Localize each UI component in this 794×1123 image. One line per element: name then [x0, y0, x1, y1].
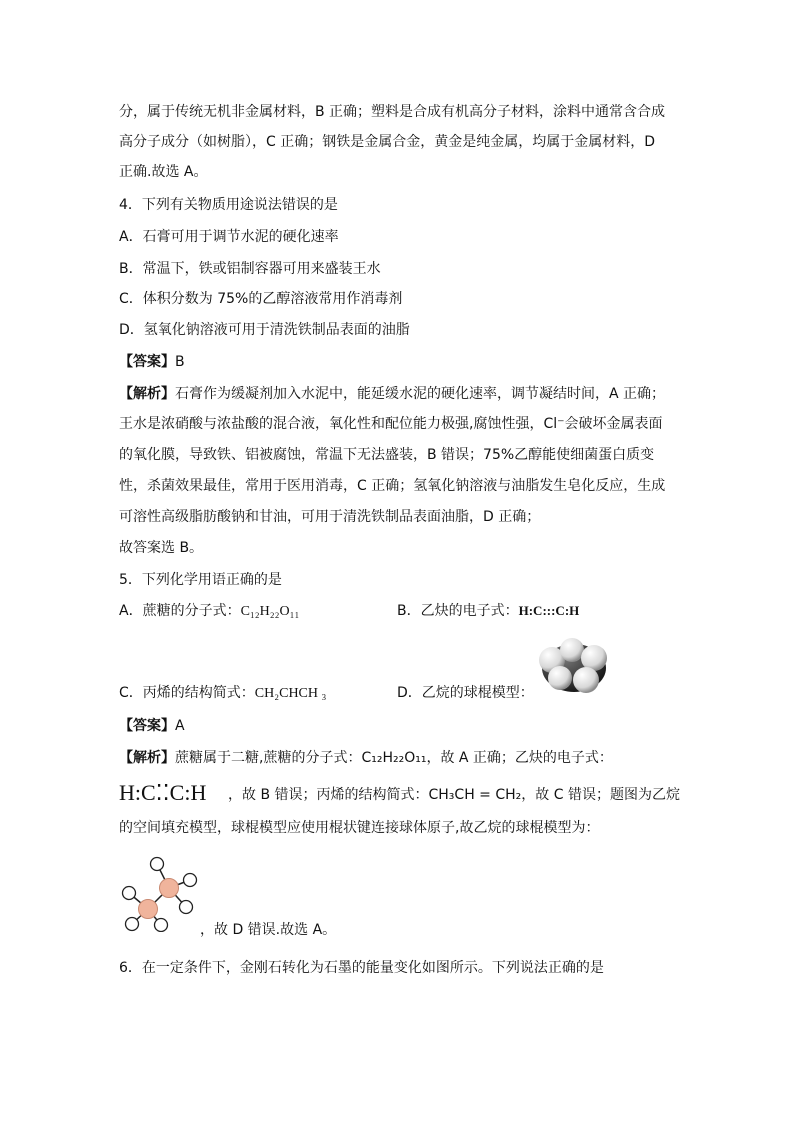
- q5-analysis-line-3: 的空间填充模型，球棍模型应使用棍状键连接球体原子,故乙烷的球棍模型为：: [119, 820, 600, 836]
- prev-paragraph-line-3: 正确.故选 A。: [119, 164, 208, 180]
- q5-analysis-line-1: [119, 748, 613, 768]
- acetylene-electron-formula: H:C:::C:H: [518, 603, 580, 618]
- q4-conclusion: 故答案选 B。: [119, 540, 204, 556]
- sucrose-formula: C₁₂H₂₂O₁₁: [240, 604, 300, 619]
- q4-analysis-line-3: 的氧化膜，导致铁、铝被腐蚀，常温下无法盛装，B 错误；75%乙醇能使细菌蛋白质变: [119, 447, 655, 463]
- q4-analysis-line-5: 可溶性高级脂肪酸钠和甘油，可用于清洗铁制品表面油脂，D 正确；: [119, 509, 541, 525]
- q4-analysis-line-2: 王水是浓硝酸与浓盐酸的混合液，氧化性和配位能力极强,腐蚀性强，Cl⁻会破坏金属表面: [119, 416, 663, 432]
- prev-paragraph-line-1: 分，属于传统无机非金属材料，B 正确；塑料是合成有机高分子材料，涂料中通常含合成: [119, 104, 666, 120]
- answer-tag: 【答案】: [119, 354, 175, 370]
- answer-tag: 【答案】: [119, 718, 175, 734]
- q5-answer: [119, 716, 185, 736]
- ethane-ball-stick-model: [118, 852, 208, 932]
- q4-analysis-line-4: 性，杀菌效果最佳，常用于医用消毒，C 正确；氢氧化钠溶液与油脂发生皂化反应，生成: [119, 478, 666, 494]
- q4-analysis-line-1: [119, 384, 665, 404]
- acetylene-electron-formula-large: H:C⁚⁚C:H: [119, 780, 207, 805]
- answer-value: A: [175, 718, 185, 734]
- q5-analysis-line-4: ，故 D 错误.故选 A。: [200, 922, 337, 938]
- q4-stem: 4．下列有关物质用途说法错误的是: [119, 197, 338, 213]
- analysis-text: 石膏作为缓凝剂加入水泥中，能延缓水泥的硬化速率，调节凝结时间，A 正确；: [175, 386, 666, 402]
- q5-stem: 5．下列化学用语正确的是: [119, 572, 282, 588]
- q4-option-c: C．体积分数为 75%的乙醇溶液常用作消毒剂: [119, 291, 403, 307]
- q5-option-b-label: B．乙炔的电子式：: [397, 603, 519, 619]
- q5-analysis-line-2: ，故 B 错误；丙烯的结构简式：CH₃CH = CH₂，故 C 错误；题图为乙烷: [228, 787, 680, 803]
- analysis-text: 蔗糖属于二糖,蔗糖的分子式：C₁₂H₂₂O₁₁，故 A 正确；乙炔的电子式：: [175, 750, 613, 766]
- analysis-tag: 【解析】: [119, 386, 175, 402]
- ethane-space-filling-model: [530, 634, 614, 698]
- q5-option-b: [397, 601, 579, 621]
- propene-formula: CH₂CHCH ₃: [254, 686, 327, 701]
- prev-paragraph-line-2: 高分子成分（如树脂），C 正确；钢铁是金属合金，黄金是纯金属，均属于金属材料，D: [119, 134, 656, 150]
- answer-value: B: [175, 354, 185, 370]
- q6-stem: 6．在一定条件下，金刚石转化为石墨的能量变化如图所示。下列说法正确的是: [119, 960, 604, 976]
- q5-option-a: [119, 601, 299, 622]
- q5-option-c: [119, 683, 326, 704]
- q4-answer: [119, 352, 185, 372]
- q4-option-b: B．常温下，铁或铝制容器可用来盛装王水: [119, 261, 381, 277]
- q4-option-d: D．氢氧化钠溶液可用于清洗铁制品表面的油脂: [119, 322, 410, 338]
- q5-option-a-label: A．蔗糖的分子式：: [119, 603, 241, 619]
- q5-option-c-label: C．丙烯的结构简式：: [119, 685, 255, 701]
- analysis-tag: 【解析】: [119, 750, 175, 766]
- q5-option-d: D．乙烷的球棍模型：: [397, 685, 534, 701]
- q4-option-a: A．石膏可用于调节水泥的硬化速率: [119, 229, 339, 245]
